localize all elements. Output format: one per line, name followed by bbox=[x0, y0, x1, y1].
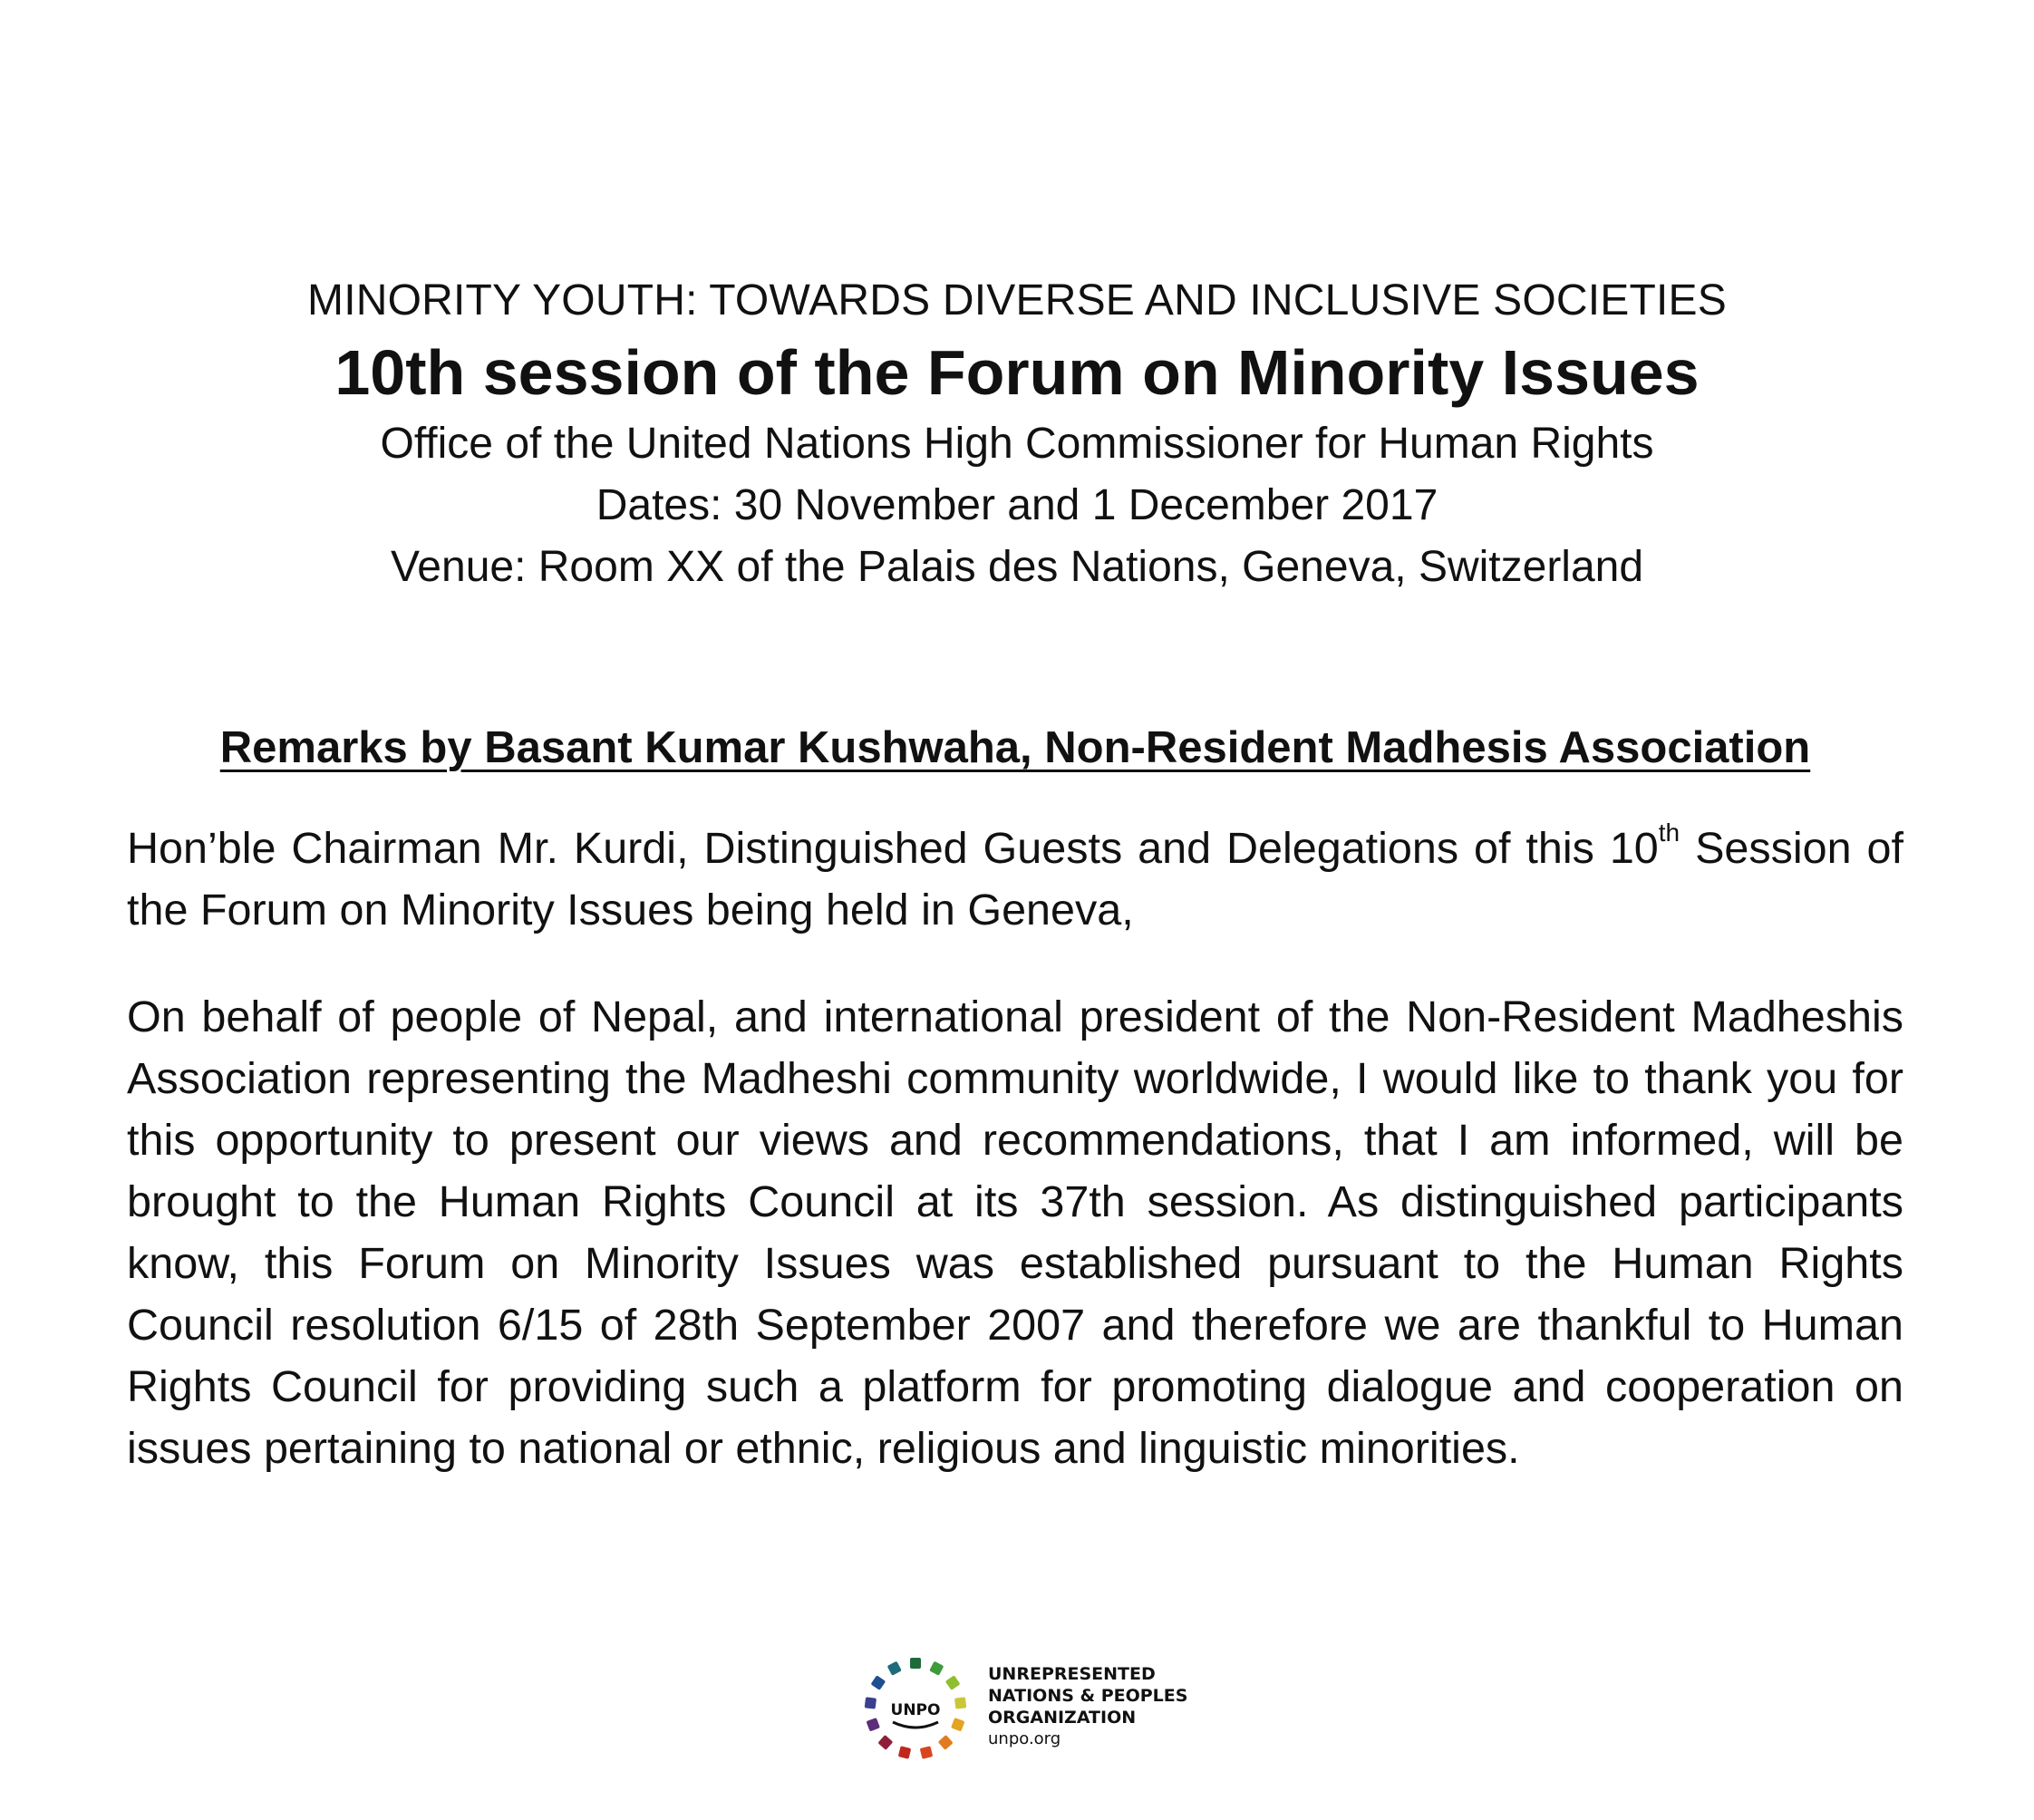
logo-ring-segment bbox=[945, 1675, 961, 1690]
remarks-heading-text: Remarks by Basant Kumar Kushwaha, Non-Resident Madhesis Association bbox=[219, 723, 1811, 772]
office-line: Office of the United Nations High Commissioner for Human Rights bbox=[380, 420, 1654, 468]
dates-line: Dates: 30 November and 1 December 2017 bbox=[596, 481, 1438, 529]
salutation-paragraph bbox=[127, 818, 1903, 941]
salutation-text-end: Session of the Forum on Minority Issues being held in Geneva, bbox=[127, 824, 1903, 934]
unpo-logo bbox=[857, 1650, 1237, 1767]
logo-url: unpo.org bbox=[988, 1729, 1061, 1748]
logo-ring-segment bbox=[954, 1697, 966, 1709]
logo-ring-segment bbox=[951, 1718, 964, 1731]
logo-ring-segment bbox=[929, 1661, 944, 1676]
logo-ring-segment bbox=[920, 1746, 934, 1759]
logo-ring-segment bbox=[898, 1746, 912, 1759]
event-theme: MINORITY YOUTH: TOWARDS DIVERSE AND INCLUSIVE SOCIETIES bbox=[307, 276, 1727, 324]
logo-ring-segment bbox=[938, 1735, 954, 1750]
logo-ring-segment bbox=[910, 1658, 921, 1669]
logo-mark-arc bbox=[893, 1722, 938, 1728]
logo-ring-segment bbox=[871, 1675, 886, 1690]
logo-line-3: ORGANIZATION bbox=[988, 1708, 1137, 1728]
logo-ring-segment bbox=[867, 1718, 880, 1731]
remarks-heading bbox=[154, 718, 1876, 778]
logo-line-2: NATIONS & PEOPLES bbox=[988, 1686, 1188, 1706]
unpo-ring-icon bbox=[857, 1650, 974, 1767]
page-title: 10th session of the Forum on Minority Issues bbox=[334, 337, 1700, 408]
document-header bbox=[0, 272, 2034, 598]
salutation-text-start: Hon’ble Chairman Mr. Kurdi, Distinguished Guests and Delegations of this 10 bbox=[127, 824, 1659, 873]
logo-ring-segment bbox=[865, 1697, 877, 1709]
venue-line: Venue: Room XX of the Palais des Nations, Geneva, Switzerland bbox=[390, 543, 1644, 591]
ordinal-suffix: th bbox=[1658, 818, 1680, 847]
logo-line-1: UNREPRESENTED bbox=[988, 1664, 1156, 1684]
logo-ring-segment bbox=[877, 1735, 893, 1750]
body-paragraph: On behalf of people of Nepal, and international president of the Non-Resident Madheshis Association representing the Madheshi community worldwide, I would like to thank you for this opportunity to present our views and recommendations, that I am informed, will be brought to the Human Rights Council at its 37th session. As distinguished participants know, this Forum on Minority Issues was established pursuant to the Human Rights Council resolution 6/15 of 28th September 2007 and therefore we are thankful to Human Rights Council for providing such a platform for promoting dialogue and cooperation on issues pertaining to national or ethnic, religious and linguistic minorities. bbox=[127, 992, 1903, 1473]
logo-ring-segment bbox=[887, 1661, 902, 1676]
logo-mark-text: UNPO bbox=[890, 1701, 941, 1719]
logo-wordmark bbox=[988, 1663, 1187, 1750]
